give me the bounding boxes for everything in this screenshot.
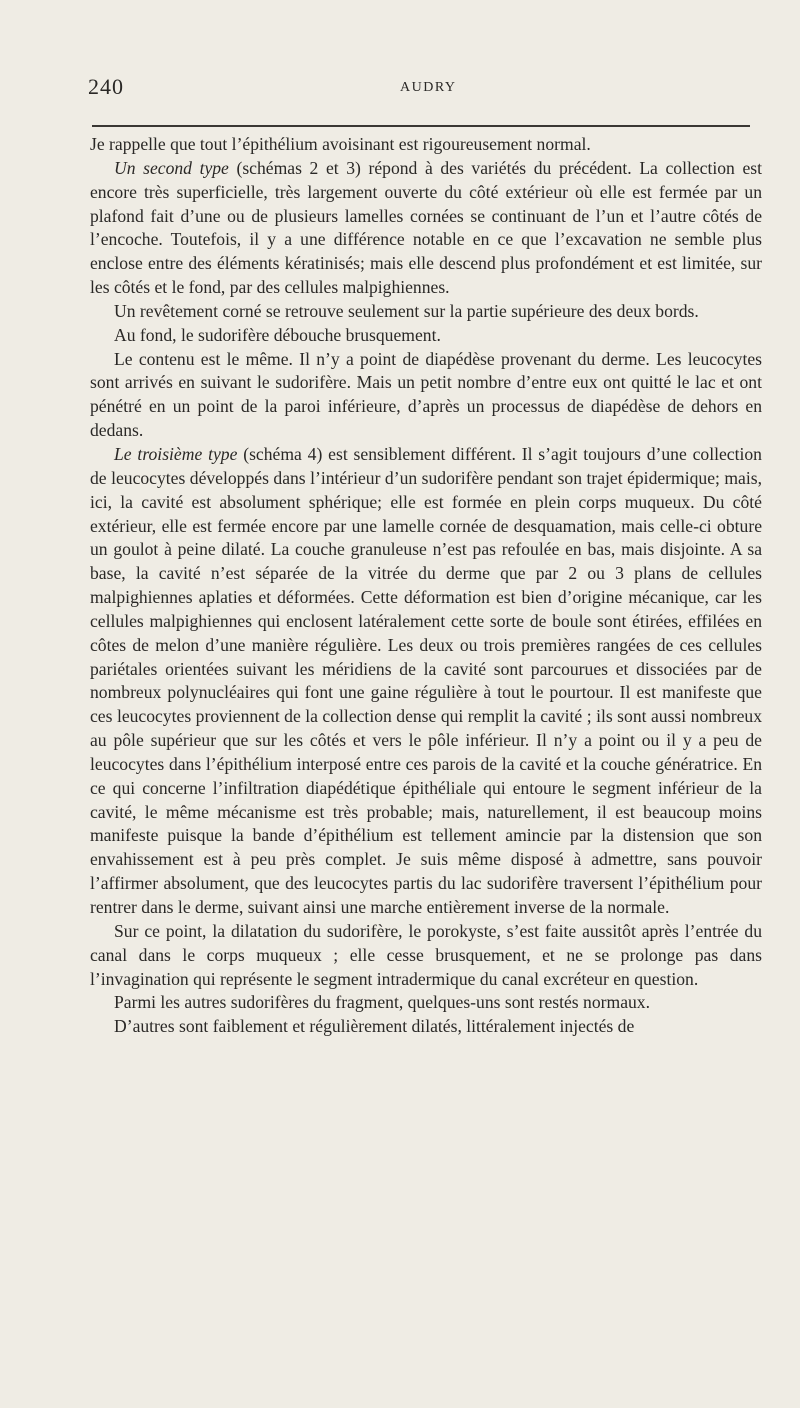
paragraph-text: D’autres sont faiblement et régulièrement dilatés, littéralement injectés de	[114, 1016, 635, 1037]
paragraph-italic-lead: Un second type	[114, 157, 229, 178]
header-rule	[92, 125, 750, 127]
paragraph-italic-lead: Le troisième type	[114, 443, 238, 464]
paragraph-text: Parmi les autres sudorifères du fragment, quelques-uns sont restés normaux.	[114, 992, 650, 1013]
paragraph	[90, 348, 762, 443]
paragraph	[90, 443, 762, 920]
paragraph	[90, 157, 762, 300]
paragraph-text: (schéma 4) est sensiblement différent. Il s’agit toujours d’une collection de leucocytes développés dans l’intérieur d’un sudorifère pendant son trajet épidermique; mais, ici, la cavité est absolument sphérique; elle est formée en plein corps muqueux. Du côté extérieur, elle est fermée encore par une lamelle cornée de desquamation, mais celle-ci obture un goulot à peine dilaté. La couche granuleuse n’est pas refoulée en bas, mais disjointe. A sa base, la cavité n’est séparée de la vitrée du derme que par 2 ou 3 plans de cellules malpighiennes aplaties et déformées. Cette déformation est bien d’origine mécanique, car les cellules malpighiennes qui enclosent latéralement cette sorte de boule sont étirées, effilées en côtes de melon d’une manière régulière. Les deux ou trois premières rangées de ces cellules pariétales orientées suivant les méridiens de la cavité sont parcourues et dissociées par de nombreux polynucléaires qui font une gaine régulière à tout le pourtour. Il est manifeste que ces leucocytes proviennent de la collection dense qui remplit la cavité ; ils sont aussi nombreux au pôle supérieur que sur les côtés et vers le pôle inférieur. Il n’y a point ou il y a peu de leucocytes dans l’épithélium interposé entre ces parois de la cavité et la couche génératrice. En ce qui concerne l’infiltration diapédétique épithéliale qui entoure le segment inférieur de la cavité, le même mécanisme est très probable; mais, naturellement, il est beaucoup moins manifeste puisque la bande d’épithélium est tellement amincie par la distension que son envahissement est à peu près complet. Je suis même disposé à admettre, sans pouvoir l’affirmer absolument, que des leucocytes partis du lac sudorifère traversent l’épithélium pour rentrer dans le derme, suivant ainsi une marche entièrement inverse de la normale.	[90, 443, 762, 917]
page-number: 240	[88, 74, 124, 99]
paragraph	[90, 133, 762, 157]
paragraph	[90, 324, 762, 348]
paragraph-text: (schémas 2 et 3) répond à des variétés du précédent. La collection est encore très superficielle, très largement ouverte du côté extérieur où elle est fermée par un plafond fait d’une ou de plusieurs lamelles cornées se continuant de l’un et l’autre côtés de l’encoche. Toutefois, il y a une différence notable en ce que l’excavation ne semble plus enclose entre des éléments kératinisés; mais elle descend plus profondément et est limitée, sur les côtés et le fond, par des cellules malpighiennes.	[90, 157, 762, 298]
paragraph	[90, 300, 762, 324]
paragraph-text: Le contenu est le même. Il n’y a point de diapédèse provenant du derme. Les leucocytes sont arrivés en suivant le sudorifère. Mais un petit nombre d’entre eux ont quitté le lac et ont pénétré en un point de la paroi inférieure, d’après un processus de diapédèse de dehors en dedans.	[90, 348, 762, 441]
paragraph-text: Je rappelle que tout l’épithélium avoisinant est rigoureusement normal.	[90, 134, 591, 154]
page-header	[88, 74, 752, 104]
paragraph-text: Sur ce point, la dilatation du sudorifère, le porokyste, s’est faite aussitôt après l’entrée du canal dans le corps muqueux ; elle cesse brusquement, et ne se prolonge pas dans l’invagination qui représente le segment intradermique du canal excréteur en question.	[90, 920, 762, 989]
body-text	[90, 133, 762, 1039]
paragraph-text: Au fond, le sudorifère débouche brusquement.	[114, 324, 441, 345]
paragraph	[90, 991, 762, 1015]
paragraph	[90, 920, 762, 992]
paragraph-text: Un revêtement corné se retrouve seulement sur la partie supérieure des deux bords.	[114, 300, 699, 321]
running-head: AUDRY	[400, 80, 457, 95]
paragraph	[90, 1015, 762, 1039]
